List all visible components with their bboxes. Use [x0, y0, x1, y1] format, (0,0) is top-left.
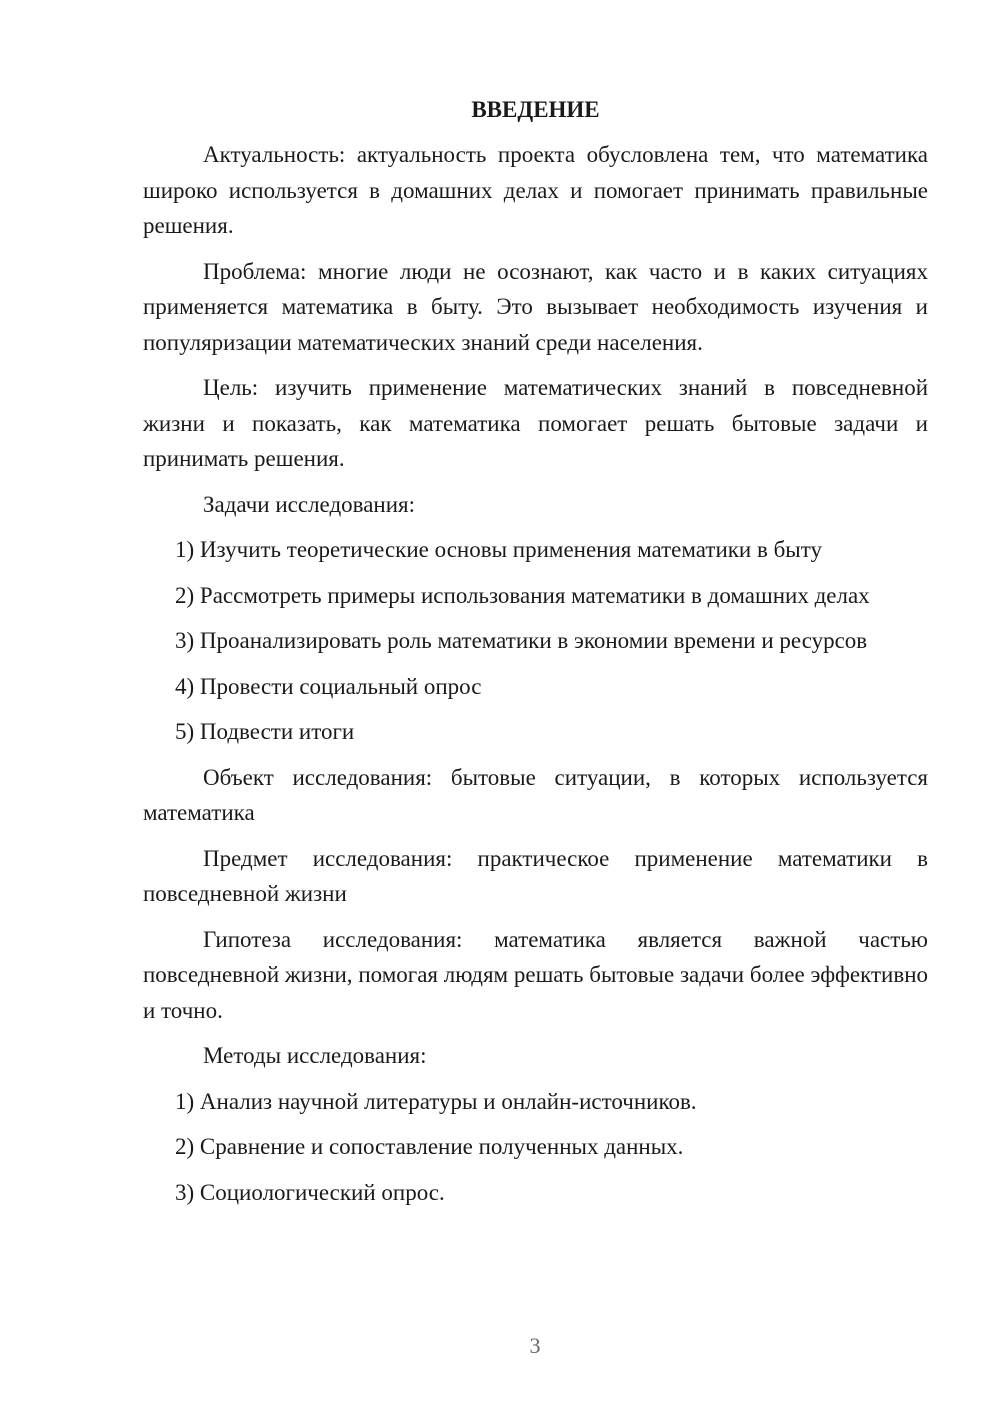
method-item: 2) Сравнение и сопоставление полученных данных. [175, 1134, 684, 1159]
task-item: 2) Рассмотреть примеры использования математики в домашних делах [175, 582, 870, 608]
tasks-heading: Задачи исследования: [203, 491, 416, 517]
methods-heading: Методы исследования: [203, 1043, 427, 1068]
object-paragraph: Объект исследования: бытовые ситуации, в которых используется математика [143, 764, 928, 825]
hypothesis-paragraph: Гипотеза исследования: математика является важной частью повседневной жизни, помогая людям решать бытовые задачи более эффективно и точно. [143, 926, 928, 1023]
problem-paragraph: Проблема: многие люди не осознают, как часто и в каких ситуациях применяется математика в быту. Это вызывает необходимость изучения и популяризации математических знаний среди населения. [143, 258, 928, 355]
task-item: 3) Проанализировать роль математики в экономии времени и ресурсов [175, 628, 868, 653]
task-item: 5) Подвести итоги [175, 719, 355, 744]
task-item: 1) Изучить теоретические основы применения математики в быту [175, 537, 822, 562]
document-page [143, 92, 928, 1220]
subject-paragraph: Предмет исследования: практическое применение математики в повседневной жизни [143, 845, 928, 906]
method-item: 1) Анализ научной литературы и онлайн-источников. [175, 1088, 697, 1114]
method-item: 3) Социологический опрос. [175, 1179, 445, 1205]
task-item: 4) Провести социальный опрос [175, 673, 482, 699]
goal-paragraph: Цель: изучить применение математических знаний в повседневной жизни и показать, как математика помогает решать бытовые задачи и принимать решения. [143, 375, 928, 471]
relevance-paragraph: Актуальность: актуальность проекта обусловлена тем, что математика широко используется в домашних делах и помогает принимать правильные решения. [143, 142, 928, 238]
section-title: ВВЕДЕНИЕ [471, 97, 600, 122]
page-number: 3 [529, 1333, 541, 1358]
